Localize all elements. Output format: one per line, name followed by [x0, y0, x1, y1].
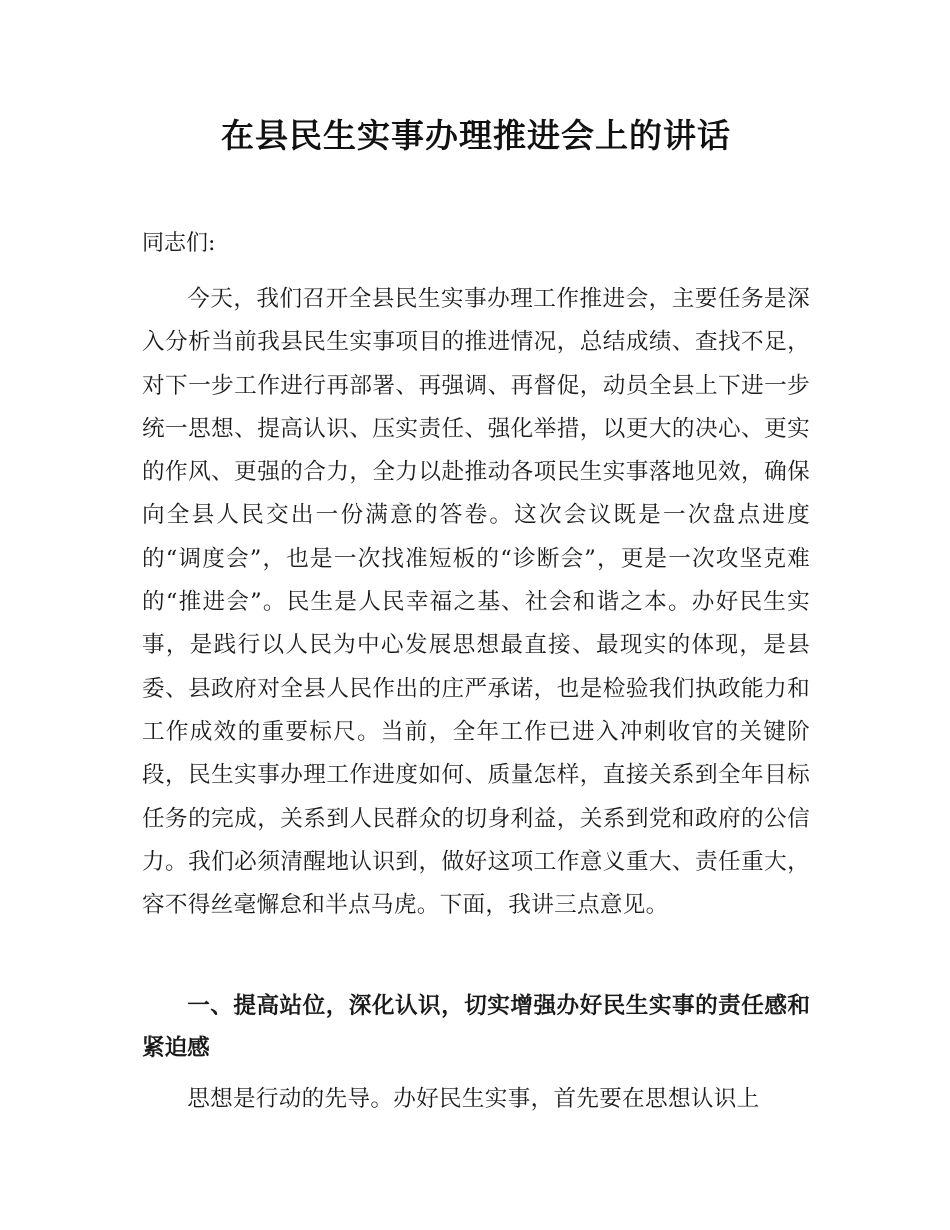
- section-paragraph: 思想是行动的先导。办好民生实事，首先要在思想认识上: [187, 1086, 760, 1112]
- intro-paragraph: 今天，我们召开全县民生实事办理工作推进会，主要任务是深入分析当前我县民生实事项目的推进情况，总结成绩、查找不足，对下一步工作进行再部署、再强调、再督促，动员全县上下进一步统一思想、提高认识、压实责任、强化举措，以更大的决心、更实的作风、更强的合力，全力以赴推动各项民生实事落地见效，确保向全县人民交出一份满意的答卷。这次会议既是一次盘点进度的“调度会”，也是一次找准短板的“诊断会”，更是一次攻坚克难的“推进会”。民生是人民幸福之基、社会和谐之本。办好民生实事，是践行以人民为中心发展思想最直接、最现实的体现，是县委、县政府对全县人民作出的庄严承诺，也是检验我们执政能力和工作成效的重要标尺。当前，全年工作已进入冲刺收官的关键阶段，民生实事办理工作进度如何、质量怎样，直接关系到全年目标任务的完成，关系到人民群众的切身利益，关系到党和政府的公信力。我们必须清醒地认识到，做好这项工作意义重大、责任重大，容不得丝毫懈怠和半点马虎。下面，我讲三点意见。: [142, 286, 810, 919]
- document-title: 在县民生实事办理推进会上的讲话: [221, 116, 731, 155]
- section-heading: 一、提高站位，深化认识，切实增强办好民生实事的责任感和紧迫感: [142, 993, 810, 1061]
- salutation: 同志们:: [142, 231, 216, 256]
